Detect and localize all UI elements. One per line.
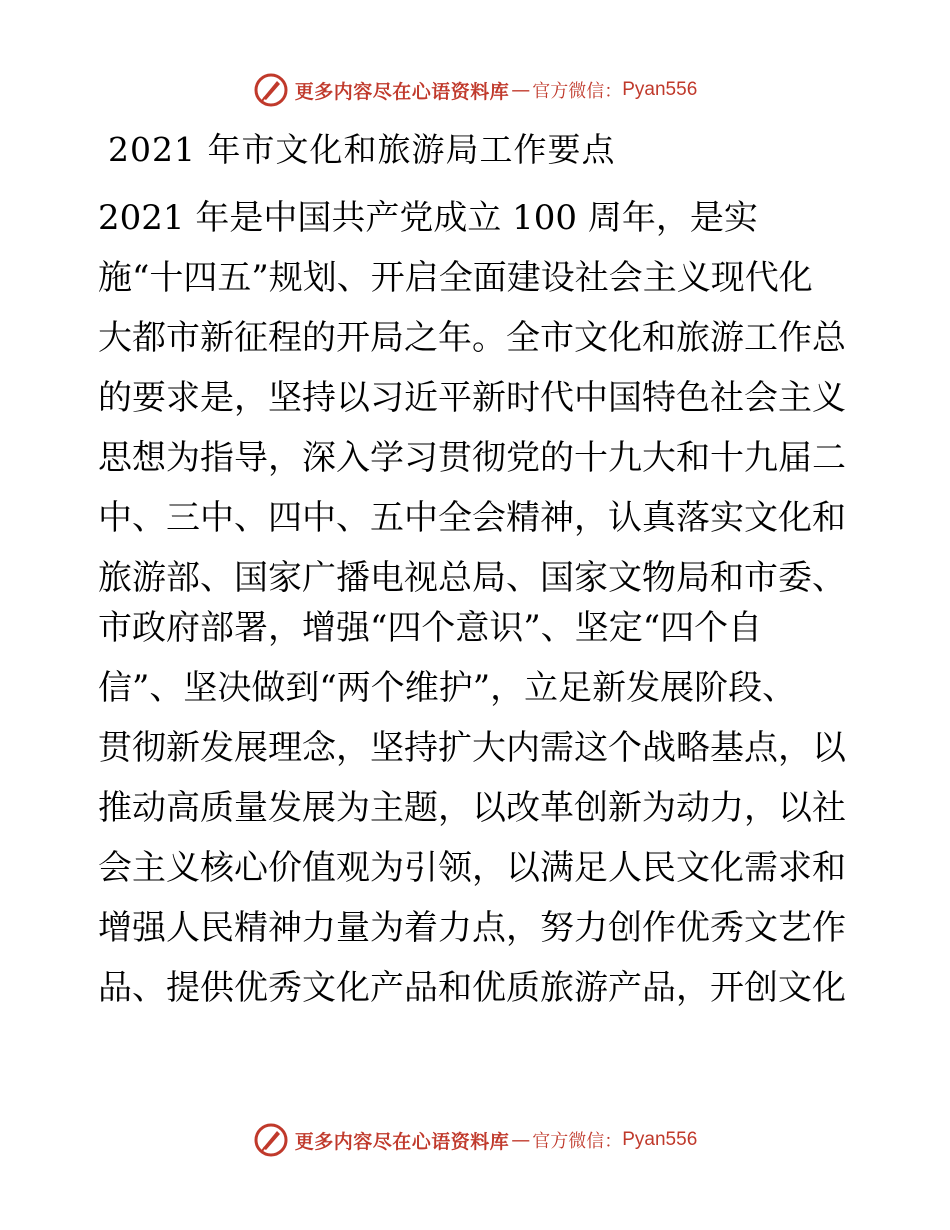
watermark-dash: —	[511, 79, 531, 101]
watermark-sub-text: 官方微信：	[532, 1131, 623, 1152]
body-line: 市政府部署，增强“四个意识”、坚定“四个自	[98, 608, 763, 648]
document-title: 2021 年市文化和旅游局工作要点	[108, 130, 616, 169]
watermark-sub-text: 官方微信：	[532, 81, 623, 102]
body-line: 2021 年是中国共产党成立 100 周年，是实	[98, 198, 758, 238]
body-line: 贯彻新发展理念，坚持扩大内需这个战略基点，以	[98, 728, 846, 768]
body-line: 施“十四五”规划、开启全面建设社会主义现代化	[98, 258, 813, 298]
body-line: 大都市新征程的开局之年。全市文化和旅游工作总	[98, 318, 846, 358]
quill-logo-icon	[253, 72, 289, 108]
body-line: 增强人民精神力量为着力点，努力创作优秀文艺作	[98, 908, 846, 948]
watermark-main-text: 更多内容尽在心语资料库	[294, 1130, 510, 1153]
watermark-dash: —	[511, 1129, 531, 1151]
body-line: 信”、坚决做到“两个维护”，立足新发展阶段、	[98, 668, 797, 708]
watermark-main-text: 更多内容尽在心语资料库	[294, 80, 510, 103]
body-line: 推动高质量发展为主题，以改革创新为动力，以社	[98, 788, 846, 828]
quill-logo-icon	[253, 1122, 289, 1158]
footer-watermark	[0, 1120, 950, 1160]
watermark-wechat-id: Pyan556	[622, 1129, 698, 1150]
header-watermark	[0, 70, 950, 110]
body-line: 的要求是，坚持以习近平新时代中国特色社会主义	[98, 378, 846, 418]
body-line: 思想为指导，深入学习贯彻党的十九大和十九届二	[98, 438, 846, 478]
body-line: 会主义核心价值观为引领，以满足人民文化需求和	[98, 848, 846, 888]
body-line: 旅游部、国家广播电视总局、国家文物局和市委、	[98, 558, 846, 598]
body-line: 中、三中、四中、五中全会精神，认真落实文化和	[98, 498, 846, 538]
watermark-wechat-id: Pyan556	[622, 79, 698, 100]
body-line: 品、提供优秀文化产品和优质旅游产品，开创文化	[98, 968, 846, 1008]
